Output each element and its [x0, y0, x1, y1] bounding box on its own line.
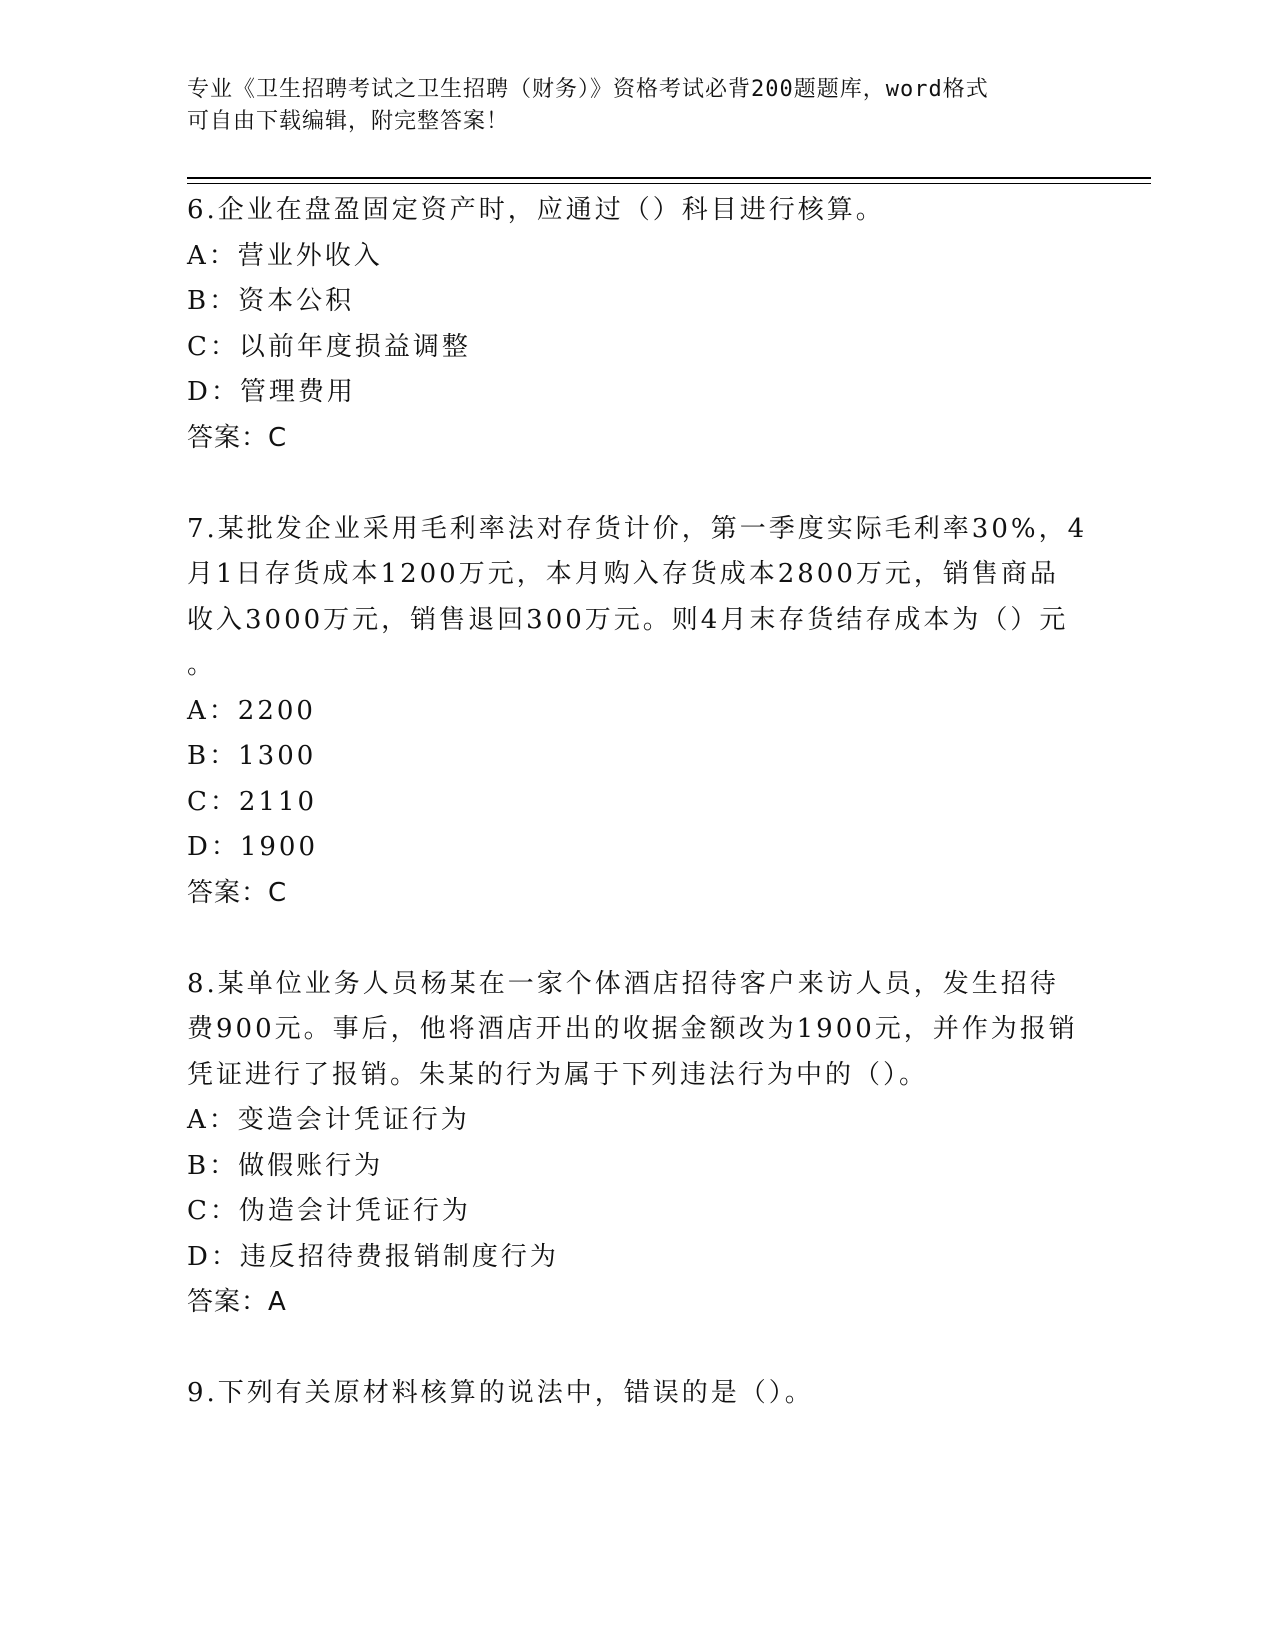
header-line-2: 可自由下载编辑，附完整答案！: [187, 109, 510, 134]
header-divider-thick: [187, 177, 1151, 179]
question-block: [187, 188, 1087, 461]
question-text-line: 7.某批发企业采用毛利率法对存货计价，第一季度实际毛利率30%，4: [187, 513, 1088, 544]
answer-option: C：以前年度损益调整: [187, 331, 471, 362]
question-block: [187, 507, 1087, 917]
answer-key: 答案：C: [187, 877, 288, 908]
question-list: [187, 188, 1087, 1417]
question-text-line: 6.企业在盘盈固定资产时，应通过（）科目进行核算。: [187, 195, 885, 225]
answer-option: D：违反招待费报销制度行为: [187, 1241, 559, 1272]
question-text-line: 月1日存货成本1200万元，本月购入存货成本2800万元，销售商品: [187, 559, 1059, 589]
question-spacer: [187, 1326, 1087, 1372]
document-header: [187, 74, 1067, 138]
question-text-line: 9.下列有关原材料核算的说法中，错误的是（）。: [187, 1378, 814, 1408]
question-text-line: 收入3000万元，销售退回300万元。则4月末存货结存成本为（）元: [187, 604, 1069, 635]
answer-option: C：伪造会计凭证行为: [187, 1196, 471, 1226]
question-text-line: 费900元。事后，他将酒店开出的收据金额改为1900元，并作为报销: [187, 1014, 1078, 1044]
answer-option: B：资本公积: [187, 286, 355, 316]
answer-option: D：管理费用: [187, 377, 356, 407]
answer-option: B：做假账行为: [187, 1150, 384, 1181]
answer-option: D：1900: [187, 832, 319, 862]
question-text-line: 凭证进行了报销。朱某的行为属于下列违法行为中的（）。: [187, 1059, 929, 1090]
answer-key: 答案：A: [187, 1287, 287, 1317]
header-line-1: 专业《卫生招聘考试之卫生招聘（财务）》资格考试必背200题题库，word格式: [187, 77, 989, 102]
question-spacer: [187, 461, 1087, 507]
header-divider-thin: [187, 183, 1151, 184]
question-text-line: 。: [187, 650, 217, 680]
question-block: [187, 962, 1087, 1326]
question-block: [187, 1371, 1087, 1417]
question-spacer: [187, 916, 1087, 962]
answer-option: A：营业外收入: [187, 240, 383, 271]
answer-option: C：2110: [187, 786, 318, 817]
answer-option: A：变造会计凭证行为: [187, 1105, 470, 1135]
question-text-line: 8.某单位业务人员杨某在一家个体酒店招待客户来访人员，发生招待: [187, 968, 1059, 999]
answer-key: 答案：C: [187, 422, 288, 453]
answer-option: A：2200: [187, 695, 316, 726]
answer-option: B：1300: [187, 741, 317, 771]
